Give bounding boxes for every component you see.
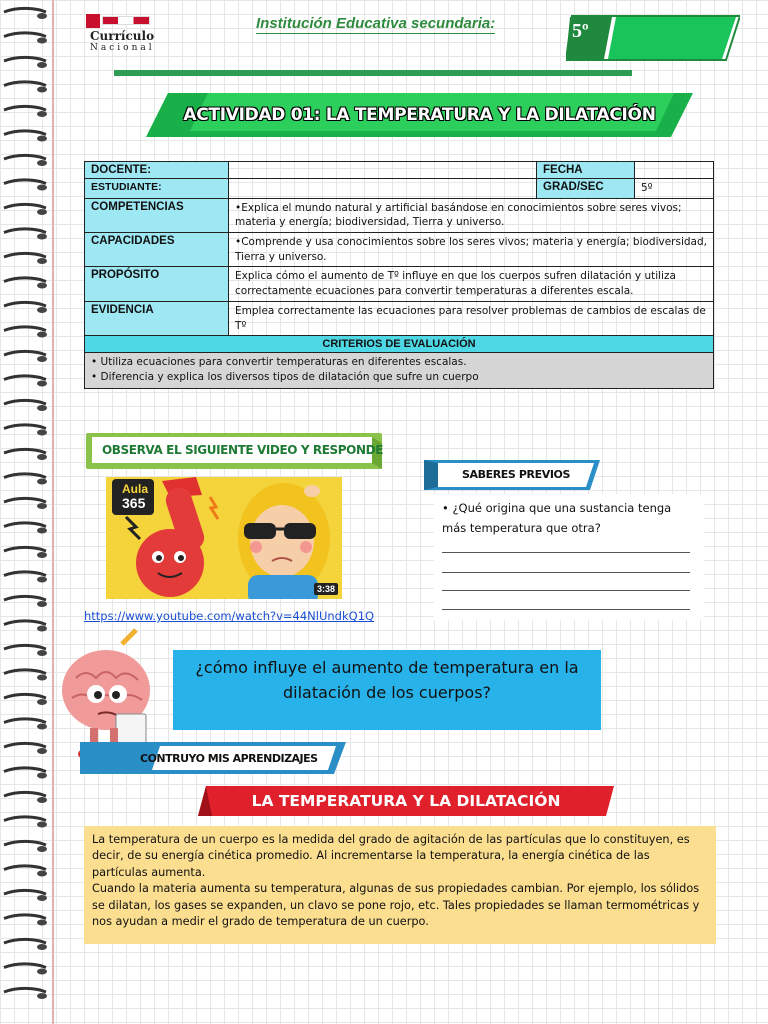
spiral-hole [37,503,47,509]
page-margin-line [52,0,54,1024]
gradsec-label: GRAD/SEC [537,179,635,199]
table-row [85,198,714,232]
table-row [85,233,714,267]
activity-info-table [84,161,714,389]
spiral-coil [4,964,46,968]
observa-label: OBSERVA EL SIGUIENTE VIDEO Y RESPONDE [102,443,383,457]
spiral-hole [37,381,47,387]
competencias-value: •Explica el mundo natural y artificial basándose en conocimientos sobre seres vivos; materia y energía; biodiversidad, Tierra y universo. [229,198,714,232]
spiral-hole [37,209,47,215]
capacidades-label: CAPACIDADES [85,233,229,267]
spiral-coil [4,792,46,796]
peru-shield-icon [86,14,100,28]
spiral-hole [37,944,47,950]
spiral-coil [4,351,46,355]
spiral-hole [37,356,47,362]
video-illustration [106,477,342,599]
spiral-hole [37,871,47,877]
evidencia-label: EVIDENCIA [85,301,229,335]
spiral-coil [4,670,46,674]
spiral-coil [4,33,46,37]
spiral-coil [4,131,46,135]
saberes-label: SABERES PREVIOS [462,468,570,481]
section-title: LA TEMPERATURA Y LA DILATACIÓN [251,792,561,810]
construyo-label: CONTRUYO MIS APRENDIZAJES [140,752,318,765]
spiral-coil [4,57,46,61]
docente-label: DOCENTE: [85,162,229,179]
spiral-coil [4,278,46,282]
spiral-coil [4,719,46,723]
spiral-coil [4,155,46,159]
spiral-hole [37,62,47,68]
saberes-question-box [434,494,704,620]
spiral-binding [0,0,54,1024]
spiral-hole [37,724,47,730]
spiral-coil [4,229,46,233]
spiral-hole [37,38,47,44]
proposito-label: PROPÓSITO [85,267,229,301]
spiral-coil [4,376,46,380]
peru-flag-icon [102,16,150,25]
estudiante-label: ESTUDIANTE: [85,179,229,199]
spiral-hole [37,283,47,289]
answer-line[interactable] [442,552,690,553]
spiral-hole [37,405,47,411]
spiral-hole [37,552,47,558]
answer-line[interactable] [442,572,690,573]
spiral-hole [37,332,47,338]
criterio-item: • Diferencia y explica los diversos tipos de dilatación que sufre un cuerpo [91,371,479,384]
spiral-coil [4,204,46,208]
spiral-hole [37,87,47,93]
capacidades-value: •Comprende y usa conocimientos sobre los seres vivos; materia y energía; biodiversidad, Tierra y universo. [229,233,714,267]
spiral-coil [4,915,46,919]
table-row [85,162,714,179]
spiral-coil [4,743,46,747]
spiral-coil [4,890,46,894]
answer-line[interactable] [442,590,690,591]
spiral-hole [37,258,47,264]
spiral-hole [37,479,47,485]
table-row [85,267,714,301]
table-row [85,179,714,199]
spiral-coil [4,327,46,331]
grade-badge [566,14,740,62]
spiral-coil [4,694,46,698]
spiral-coil [4,302,46,306]
activity-title: ACTIVIDAD 01: LA TEMPERATURA Y LA DILATACIÓN [183,105,656,125]
spiral-hole [37,797,47,803]
criterios-header: CRITERIOS DE EVALUACIÓN [85,336,714,353]
spiral-hole [37,577,47,583]
spiral-hole [37,993,47,999]
logo-aula: Aula [122,482,149,496]
spiral-hole [37,185,47,191]
spiral-coil [4,939,46,943]
spiral-hole [37,528,47,534]
table-row [85,353,714,388]
gradsec-value: 5º [635,179,714,199]
spiral-coil [4,988,46,992]
spiral-hole [37,773,47,779]
spiral-hole [37,920,47,926]
spiral-coil [4,645,46,649]
saberes-question: • ¿Qué origina que una sustancia tenga más temperatura que otra? [442,501,672,536]
spiral-coil [4,106,46,110]
spiral-hole [37,454,47,460]
docente-value[interactable] [229,162,537,179]
spiral-coil [4,180,46,184]
spiral-coil [4,547,46,551]
table-row [85,336,714,353]
estudiante-value[interactable] [229,179,537,199]
answer-line[interactable] [442,609,690,610]
spiral-hole [37,675,47,681]
guiding-question-box [173,650,601,730]
logo-line2: Nacional [90,43,155,53]
content-box [84,826,716,944]
spiral-hole [37,111,47,117]
evidencia-value: Emplea correctamente las ecuaciones para resolver problemas de cambios de escalas de Tº [229,301,714,335]
spiral-coil [4,523,46,527]
spiral-hole [37,699,47,705]
spiral-hole [37,234,47,240]
spiral-hole [37,160,47,166]
video-duration: 3:38 [314,583,338,595]
spiral-coil [4,572,46,576]
spiral-coil [4,82,46,86]
spiral-coil [4,474,46,478]
spiral-hole [37,307,47,313]
spiral-hole [37,601,47,607]
grade-value: 5º [572,20,589,42]
spiral-coil [4,596,46,600]
spiral-hole [37,846,47,852]
fecha-value[interactable] [635,162,714,179]
spiral-coil [4,621,46,625]
video-link[interactable]: https://www.youtube.com/watch?v=44NlUndkQ1Q [84,609,375,623]
competencias-label: COMPETENCIAS [85,198,229,232]
content-paragraph: La temperatura de un cuerpo es la medida del grado de agitación de las partículas que lo constituyen, es decir, de su energía cinética promedio. Al incrementarse la temperatura, la energía cinética de las partículas aumenta. [92,833,690,879]
content-paragraph: Cuando la materia aumenta su temperatura, algunas de sus propiedades cambian. Por ejemplo, los sólidos se dilatan, los gases se expanden, un clavo se pone rojo, etc. Tales propiedades se llaman termométricas y nos ayudan a medir el grado de temperatura de un cuerpo. [92,882,700,928]
proposito-value: Explica cómo el aumento de Tº influye en que los cuerpos sufren dilatación y utiliza correctamente ecuaciones para convertir temperaturas a diferentes escala. [229,267,714,301]
spiral-hole [37,13,47,19]
spiral-coil [4,449,46,453]
spiral-coil [4,768,46,772]
spiral-hole [37,895,47,901]
spiral-hole [37,822,47,828]
spiral-coil [4,425,46,429]
curriculo-nacional-logo [80,12,180,56]
spiral-hole [37,626,47,632]
logo-365: 365 [122,495,146,511]
spiral-coil [4,817,46,821]
spiral-hole [37,969,47,975]
video-thumbnail[interactable] [106,477,342,599]
logo-line1: Currículo [90,29,155,43]
spiral-coil [4,498,46,502]
spiral-coil [4,253,46,257]
spiral-hole [37,650,47,656]
guiding-question: ¿cómo influye el aumento de temperatura en la dilatación de los cuerpos? [195,658,579,702]
criterios-body [85,353,714,388]
spiral-coil [4,400,46,404]
spiral-hole [37,430,47,436]
criterio-item: • Utiliza ecuaciones para convertir temperaturas en diferentes escalas. [91,356,467,369]
spiral-hole [37,748,47,754]
spiral-coil [4,866,46,870]
table-row [85,301,714,335]
spiral-coil [4,841,46,845]
institution-label: Institución Educativa secundaria: [256,15,496,32]
spiral-coil [4,8,46,12]
fecha-label: FECHA [537,162,635,179]
header-divider [114,70,632,76]
spiral-hole [37,136,47,142]
